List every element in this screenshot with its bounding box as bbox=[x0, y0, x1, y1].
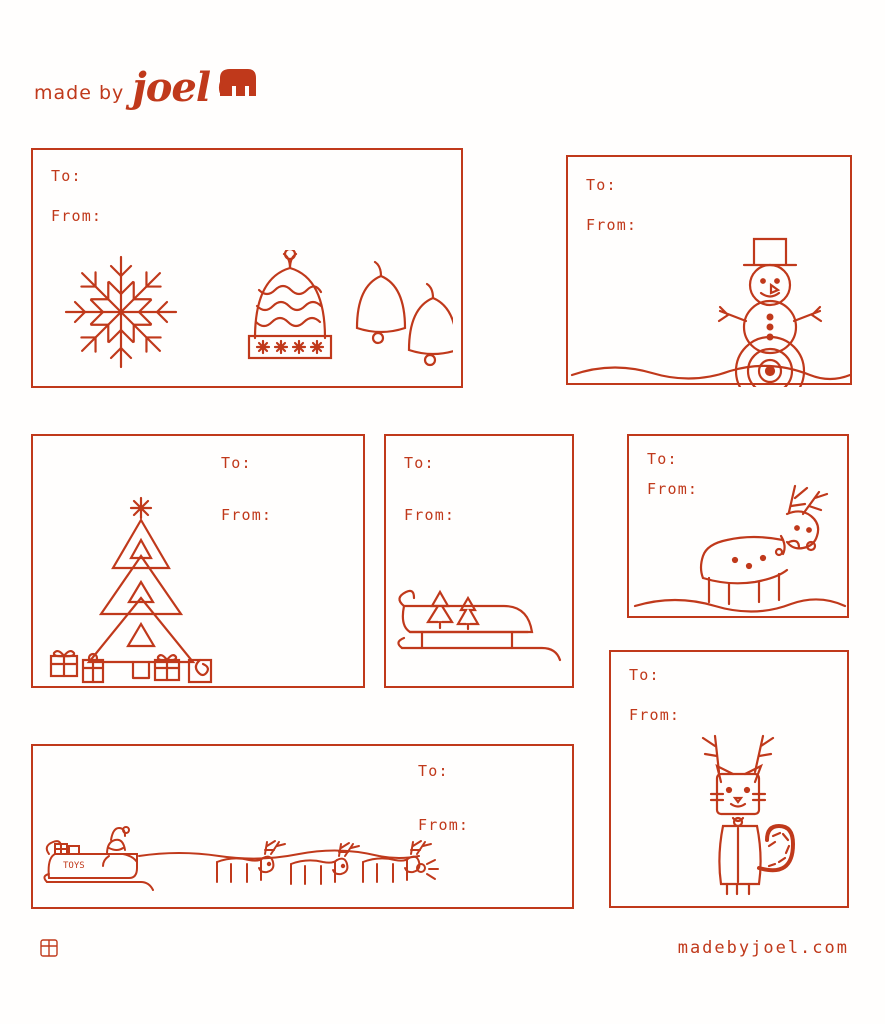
to-label: To: bbox=[586, 176, 617, 194]
from-label: From: bbox=[404, 506, 456, 524]
gift-tag-sleigh[interactable] bbox=[384, 434, 574, 688]
sleigh-with-trees-illustration bbox=[392, 576, 570, 685]
brand-made-by-text: made by bbox=[34, 82, 125, 104]
to-label: To: bbox=[418, 762, 449, 780]
small-logo-icon bbox=[39, 938, 59, 962]
gift-tag-snowflake[interactable] bbox=[31, 148, 463, 388]
website-url[interactable]: madebyjoel.com bbox=[677, 938, 849, 958]
snowflake-hat-bells-illustration bbox=[63, 250, 453, 384]
santa-sleigh-with-reindeer-illustration bbox=[41, 824, 441, 906]
from-label: From: bbox=[51, 207, 103, 225]
from-label: From: bbox=[586, 216, 638, 234]
to-label: To: bbox=[51, 167, 82, 185]
elephant-icon bbox=[218, 66, 258, 108]
from-label: From: bbox=[629, 706, 681, 724]
cat-with-antlers-illustration bbox=[697, 728, 847, 910]
gift-tag-reindeer[interactable] bbox=[627, 434, 849, 618]
gift-tag-snowman[interactable] bbox=[566, 155, 852, 385]
snowman-illustration bbox=[568, 217, 854, 391]
to-label: To: bbox=[647, 450, 678, 468]
from-label: From: bbox=[418, 816, 470, 834]
to-label: To: bbox=[629, 666, 660, 684]
from-label: From: bbox=[647, 480, 699, 498]
to-label: To: bbox=[221, 454, 252, 472]
gift-tag-cat[interactable] bbox=[609, 650, 849, 908]
brand-logo bbox=[34, 64, 258, 111]
gift-tag-christmas-tree[interactable] bbox=[31, 434, 365, 688]
from-label: From: bbox=[221, 506, 273, 524]
svg-text:TOYS: TOYS bbox=[63, 861, 85, 871]
gift-tag-santa-sleigh[interactable] bbox=[31, 744, 574, 909]
brand-name-text: joel bbox=[132, 64, 211, 111]
to-label: To: bbox=[404, 454, 435, 472]
